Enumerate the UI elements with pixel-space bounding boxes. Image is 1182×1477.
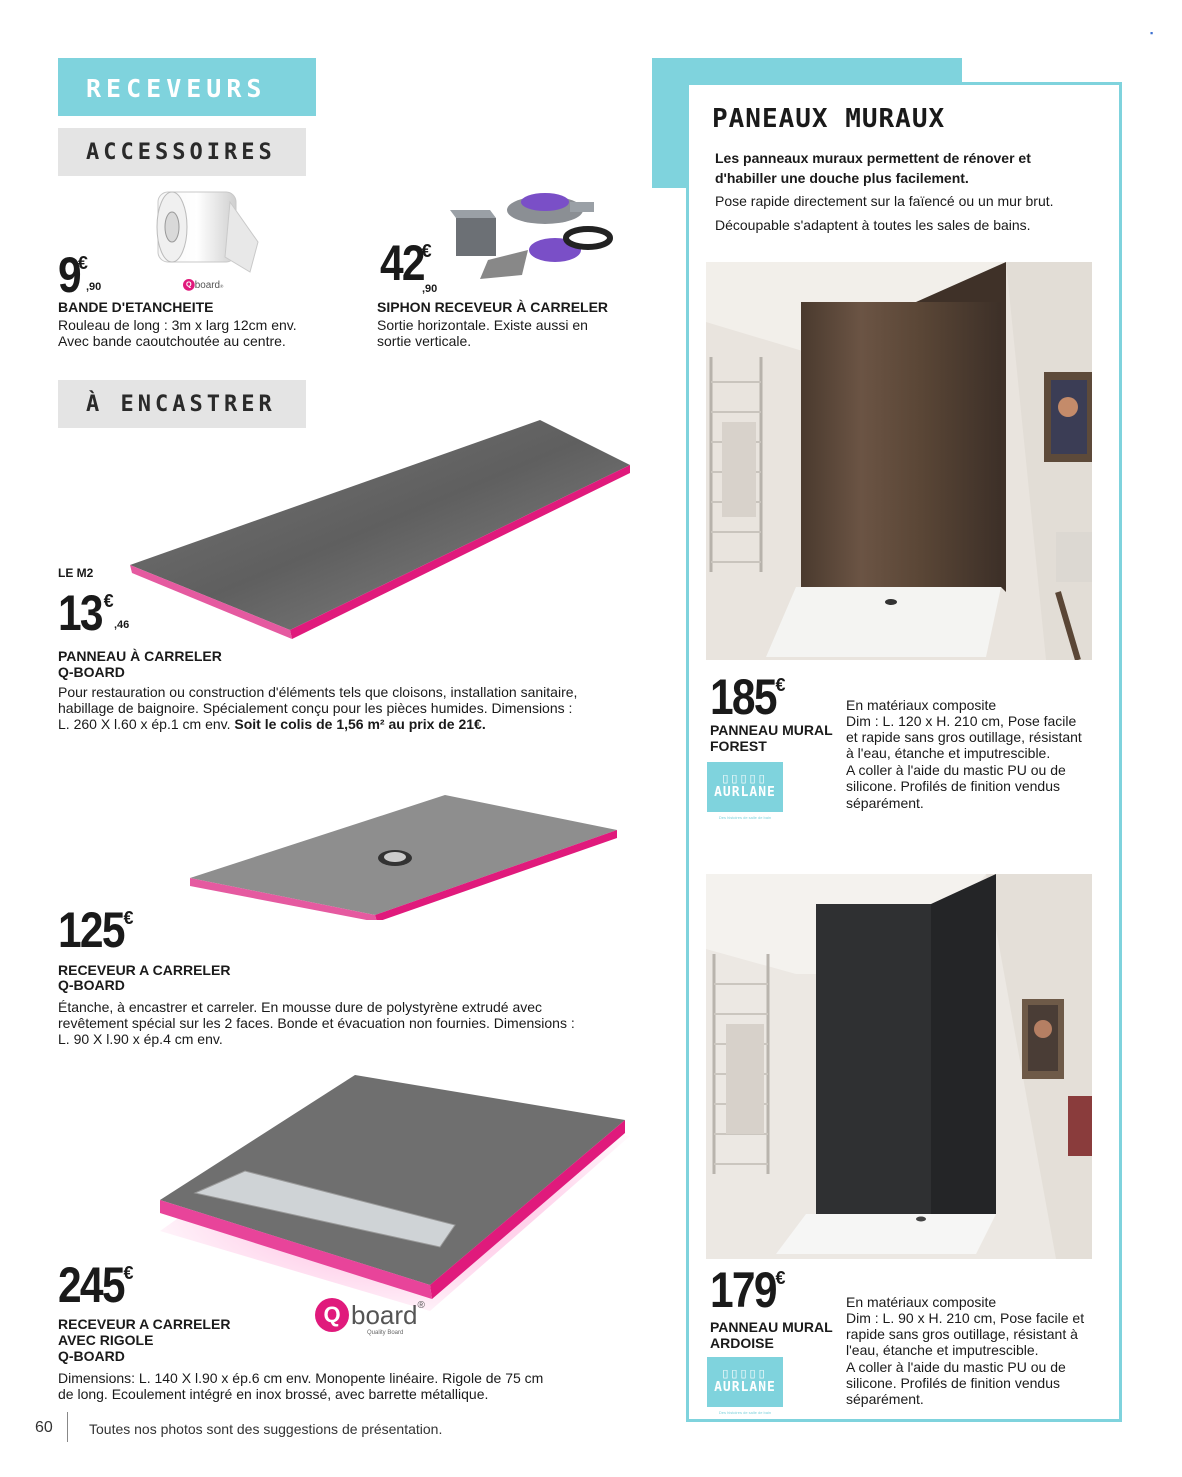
ardoise-price — [710, 1262, 786, 1318]
aurlane-sub-ardoise: Des histoires de salle de bain — [718, 1410, 772, 1415]
siphon-price-cents: ,90 — [422, 283, 438, 295]
forest-shower-image — [706, 262, 1092, 660]
bande-desc-2: Avec bande caoutchoutée au centre. — [58, 333, 286, 349]
siphon-price-currency: € — [421, 241, 432, 261]
qboard-large-brand-text: board® — [351, 1299, 425, 1330]
banner-accessoires — [58, 128, 306, 176]
siphon-price-int: 42 — [380, 235, 424, 291]
forest-desc-0: En matériaux composite — [846, 697, 997, 713]
banner-receveurs — [58, 58, 316, 116]
ardoise-desc-4: A coller à l'aide du mastic PU ou de — [846, 1359, 1066, 1375]
aurlane-logo-forest — [707, 762, 783, 812]
right-intro-2: d'habiller une douche plus facilement. — [715, 170, 969, 186]
panneau-title-1: PANNEAU À CARRELER — [58, 648, 222, 664]
rigole-price — [58, 1257, 134, 1313]
aurlane-icons-ardoise: ▯▯▯▯▯ — [722, 1368, 768, 1380]
rigole-title-3: Q-BOARD — [58, 1348, 125, 1364]
bande-price — [58, 247, 102, 303]
panneau-price-int: 13 — [58, 585, 102, 641]
qboard-large-sub: Quality Board — [367, 1330, 404, 1336]
qboard-q-icon: Q — [183, 279, 195, 291]
panneau-price — [58, 585, 130, 641]
right-cyan-side — [652, 58, 688, 188]
right-intro-1: Les panneaux muraux permettent de rénover et — [715, 150, 1031, 166]
receveur-price-currency: € — [123, 908, 134, 928]
ardoise-desc-3: l'eau, étanche et imputrescible. — [846, 1342, 1039, 1358]
bande-desc-1: Rouleau de long : 3m x larg 12cm env. — [58, 317, 297, 333]
ardoise-price-currency: € — [775, 1268, 786, 1288]
banner-receveurs-text: RECEVEURS — [86, 74, 267, 103]
qboard-logo-small — [183, 279, 223, 291]
ardoise-title-2: ARDOISE — [710, 1335, 774, 1351]
forest-desc-2: et rapide sans gros outillage, résistant — [846, 729, 1082, 745]
qboard-large-q-icon: Q — [315, 1298, 349, 1332]
forest-desc-1: Dim : L. 120 x H. 210 cm, Pose facile — [846, 713, 1077, 729]
rigole-desc-1: Dimensions: L. 140 X l.90 x ép.6 cm env. Monopente linéaire. Rigole de 75 cm — [58, 1370, 544, 1386]
rigole-desc-2: de long. Ecoulement intégré en inox brossé, avec barrette métallique. — [58, 1386, 489, 1402]
right-intro-4: Découpable s'adaptent à toutes les sales de bains. — [715, 217, 1031, 233]
ardoise-shower-image — [706, 874, 1092, 1259]
rigole-title-2: AVEC RIGOLE — [58, 1332, 154, 1348]
panneau-title-2: Q-BOARD — [58, 664, 125, 680]
banner-encastrer-text: À ENCASTRER — [86, 392, 276, 417]
panneau-desc-3b: Soit le colis de 1,56 m² au prix de 21€. — [234, 716, 486, 732]
panneau-desc-3 — [58, 717, 486, 733]
receveur-title-2: Q-BOARD — [58, 977, 125, 993]
ardoise-desc-1: Dim : L. 90 x H. 210 cm, Pose facile et — [846, 1310, 1085, 1326]
qboard-logo-large — [315, 1298, 425, 1332]
aurlane-sub-forest: Des histoires de salle de bain — [718, 815, 772, 820]
siphon-desc-1: Sortie horizontale. Existe aussi en — [377, 317, 588, 333]
receveur-desc-1: Étanche, à encastrer et carreler. En mousse dure de polystyrène extrudé avec — [58, 999, 543, 1015]
ardoise-title-1: PANNEAU MURAL — [710, 1319, 833, 1335]
footer-text: Toutes nos photos sont des suggestions de présentation. — [89, 1421, 443, 1437]
siphon-image — [450, 180, 620, 280]
siphon-title: SIPHON RECEVEUR À CARRELER — [377, 299, 609, 315]
bande-price-int: 9 — [58, 247, 80, 303]
forest-title-2: FOREST — [710, 738, 767, 754]
rigole-price-int: 245 — [58, 1257, 124, 1313]
forest-price — [710, 669, 786, 725]
forest-desc-6: séparément. — [846, 795, 924, 811]
rigole-image — [155, 1075, 635, 1315]
aurlane-brand-forest: AURLANE — [714, 785, 776, 800]
corner-mark: ▪ — [1150, 28, 1154, 38]
footer-divider — [67, 1412, 68, 1442]
forest-desc-5: silicone. Profilés de finition vendus — [846, 778, 1061, 794]
ardoise-price-int: 179 — [710, 1262, 776, 1318]
forest-desc-4: A coller à l'aide du mastic PU ou de — [846, 762, 1066, 778]
siphon-price — [380, 235, 438, 295]
receveur-image — [185, 790, 625, 920]
forest-title-1: PANNEAU MURAL — [710, 722, 833, 738]
forest-desc-3: à l'eau, étanche et imputrescible. — [846, 745, 1051, 761]
receveur-price — [58, 902, 134, 958]
siphon-desc-2: sortie verticale. — [377, 333, 472, 349]
tape-roll-image — [150, 172, 260, 284]
panneau-desc-3a: L. 260 X l.60 x ép.1 cm env. — [58, 716, 235, 732]
aurlane-logo-ardoise — [707, 1357, 783, 1407]
panneau-price-cents: ,46 — [114, 619, 130, 631]
receveur-desc-2: revêtement spécial sur les 2 faces. Bonde et évacuation non fournies. Dimensions : — [58, 1015, 575, 1031]
ardoise-desc-6: séparément. — [846, 1391, 924, 1407]
right-intro-3: Pose rapide directement sur la faïencé ou un mur brut. — [715, 193, 1054, 209]
panneau-unit: LE M2 — [58, 566, 94, 580]
bande-title: BANDE D'ETANCHEITE — [58, 299, 214, 315]
qboard-brand-text: board® — [194, 279, 224, 291]
right-title: PANEAUX MURAUX — [712, 104, 946, 134]
ardoise-desc-2: rapide sans gros outillage, résistant à — [846, 1326, 1078, 1342]
rigole-price-currency: € — [123, 1263, 134, 1283]
ardoise-desc-5: silicone. Profilés de finition vendus — [846, 1375, 1061, 1391]
rigole-title-1: RECEVEUR A CARRELER — [58, 1316, 231, 1332]
receveur-price-int: 125 — [58, 902, 124, 958]
panneau-desc-2: habillage de baignoire. Spécialement conçu pour les pièces humides. Dimensions : — [58, 700, 573, 716]
forest-price-int: 185 — [710, 669, 776, 725]
bande-price-cents: ,90 — [86, 281, 102, 293]
aurlane-brand-ardoise: AURLANE — [714, 1380, 776, 1395]
panneau-board-image — [120, 415, 640, 665]
ardoise-desc-0: En matériaux composite — [846, 1294, 997, 1310]
aurlane-icons-forest: ▯▯▯▯▯ — [722, 773, 768, 785]
receveur-title-1: RECEVEUR A CARRELER — [58, 962, 231, 978]
receveur-desc-3: L. 90 X l.90 x ép.4 cm env. — [58, 1031, 223, 1047]
page-number: 60 — [35, 1419, 53, 1436]
banner-accessoires-text: ACCESSOIRES — [86, 140, 276, 165]
panneau-desc-1: Pour restauration ou construction d'éléments tels que cloisons, installation sanitaire, — [58, 684, 578, 700]
bande-price-currency: € — [77, 253, 88, 273]
panneau-price-currency: € — [103, 591, 114, 611]
forest-price-currency: € — [775, 675, 786, 695]
